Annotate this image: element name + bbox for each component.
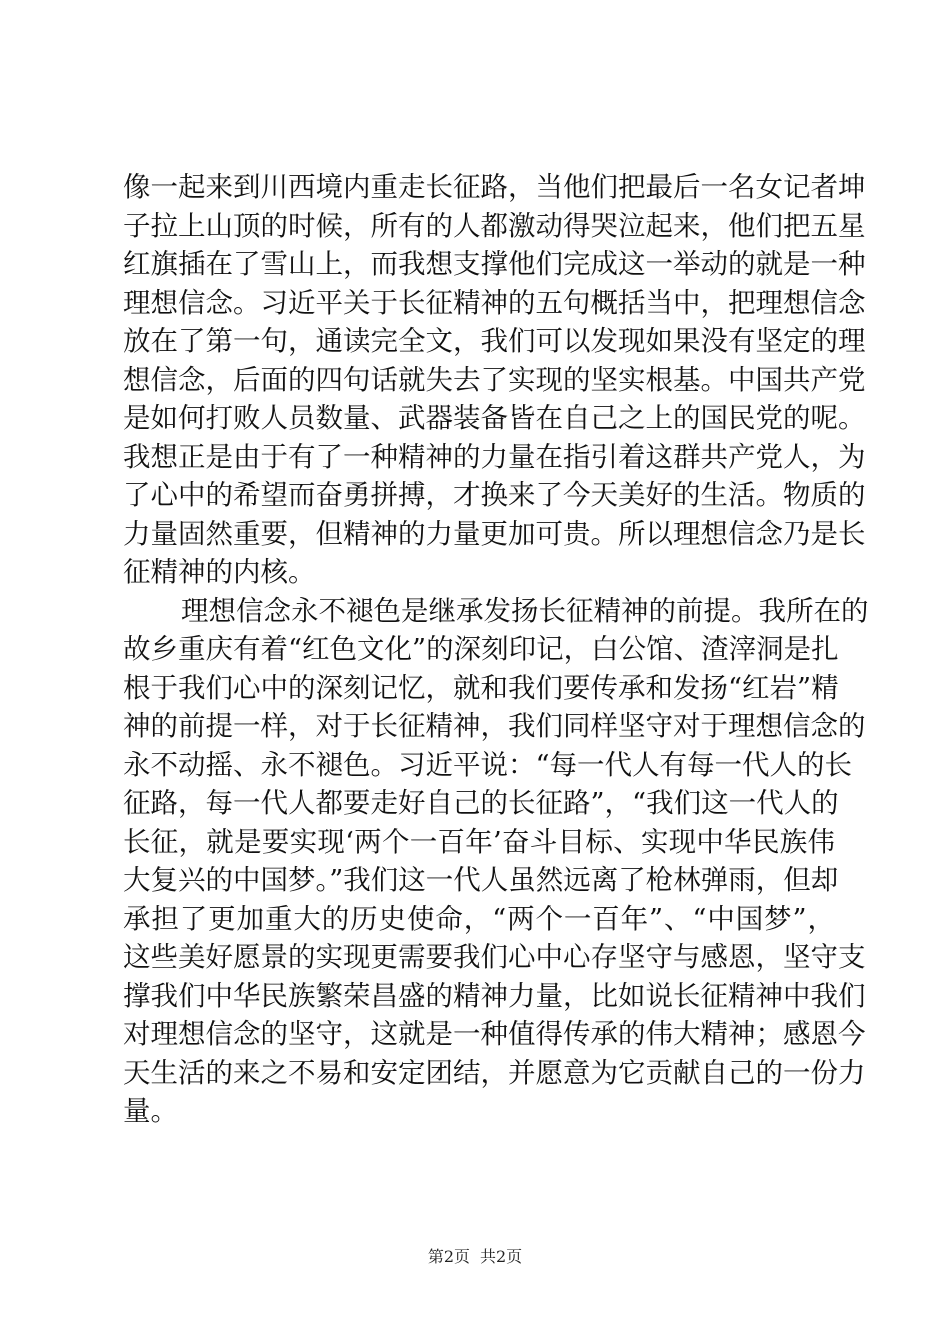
- paragraph-line: 子拉上山顶的时候，所有的人都激动得哭泣起来，他们把五星: [123, 209, 866, 242]
- paragraph-line: 红旗插在了雪山上，而我想支撑他们完成这一举动的就是一种: [123, 248, 866, 280]
- paragraph-line: 是如何打败人员数量、武器装备皆在自己之上的国民党的呢。: [123, 402, 866, 434]
- paragraph-line: 对理想信念的坚守，这就是一种值得传承的伟大精神；感恩今: [123, 1018, 866, 1050]
- paragraph-line: 理想信念。习近平关于长征精神的五句概括当中，把理想信念: [123, 286, 866, 319]
- page-footer: [0, 1244, 950, 1267]
- paragraph-line: 天生活的来之不易和安定团结，并愿意为它贡献自己的一份力: [123, 1056, 866, 1089]
- paragraph-line: 征路，每一代人都要走好自己的长征路”，“我们这一代人的: [123, 787, 839, 819]
- paragraph-line: 放在了第一句，通读完全文，我们可以发现如果没有坚定的理: [123, 325, 866, 357]
- paragraph-line: 征精神的内核。: [123, 556, 316, 588]
- paragraph-line: 撑我们中华民族繁荣昌盛的精神力量，比如说长征精神中我们: [123, 979, 866, 1012]
- paragraph-line: 力量固然重要，但精神的力量更加可贵。所以理想信念乃是长: [123, 517, 866, 550]
- paragraph-line: 故乡重庆有着“红色文化”的深刻印记，白公馆、渣滓洞是扎: [123, 633, 839, 665]
- paragraph-line: 这些美好愿景的实现更需要我们心中心存坚守与感恩，坚守支: [123, 941, 866, 973]
- paragraph: [123, 168, 866, 592]
- paragraph-line: 根于我们心中的深刻记忆，就和我们要传承和发扬“红岩”精: [123, 671, 839, 704]
- paragraph-line: 理想信念永不褪色是继承发扬长征精神的前提。我所在的: [181, 594, 869, 627]
- paragraph-line: 像一起来到川西境内重走长征路，当他们把最后一名女记者坤: [123, 171, 866, 203]
- paragraph-line: 永不动摇、永不褪色。习近平说：“每一代人有每一代人的长: [123, 748, 853, 781]
- paragraph-line: 想信念，后面的四句话就失去了实现的坚实根基。中国共产党: [123, 363, 866, 396]
- paragraph-line: 量。: [123, 1095, 178, 1127]
- document-body: [123, 168, 869, 1131]
- paragraph-line: 承担了更加重大的历史使命，“两个一百年”、“中国梦”，: [123, 902, 835, 935]
- paragraph-line: 我想正是由于有了一种精神的力量在指引着这群共产党人，为: [123, 440, 866, 473]
- paragraph-line: 大复兴的中国梦。”我们这一代人虽然远离了枪林弹雨，但却: [123, 864, 839, 896]
- page-number-total: 共2页: [480, 1247, 523, 1266]
- paragraph: [123, 592, 869, 1131]
- paragraph-line: 神的前提一样，对于长征精神，我们同样坚守对于理想信念的: [123, 710, 866, 742]
- paragraph-line: 长征，就是要实现‘两个一百年’奋斗目标、实现中华民族伟: [123, 825, 835, 858]
- paragraph-line: 了心中的希望而奋勇拼搏，才换来了今天美好的生活。物质的: [123, 479, 866, 511]
- page-number-current: 第2页: [427, 1247, 470, 1266]
